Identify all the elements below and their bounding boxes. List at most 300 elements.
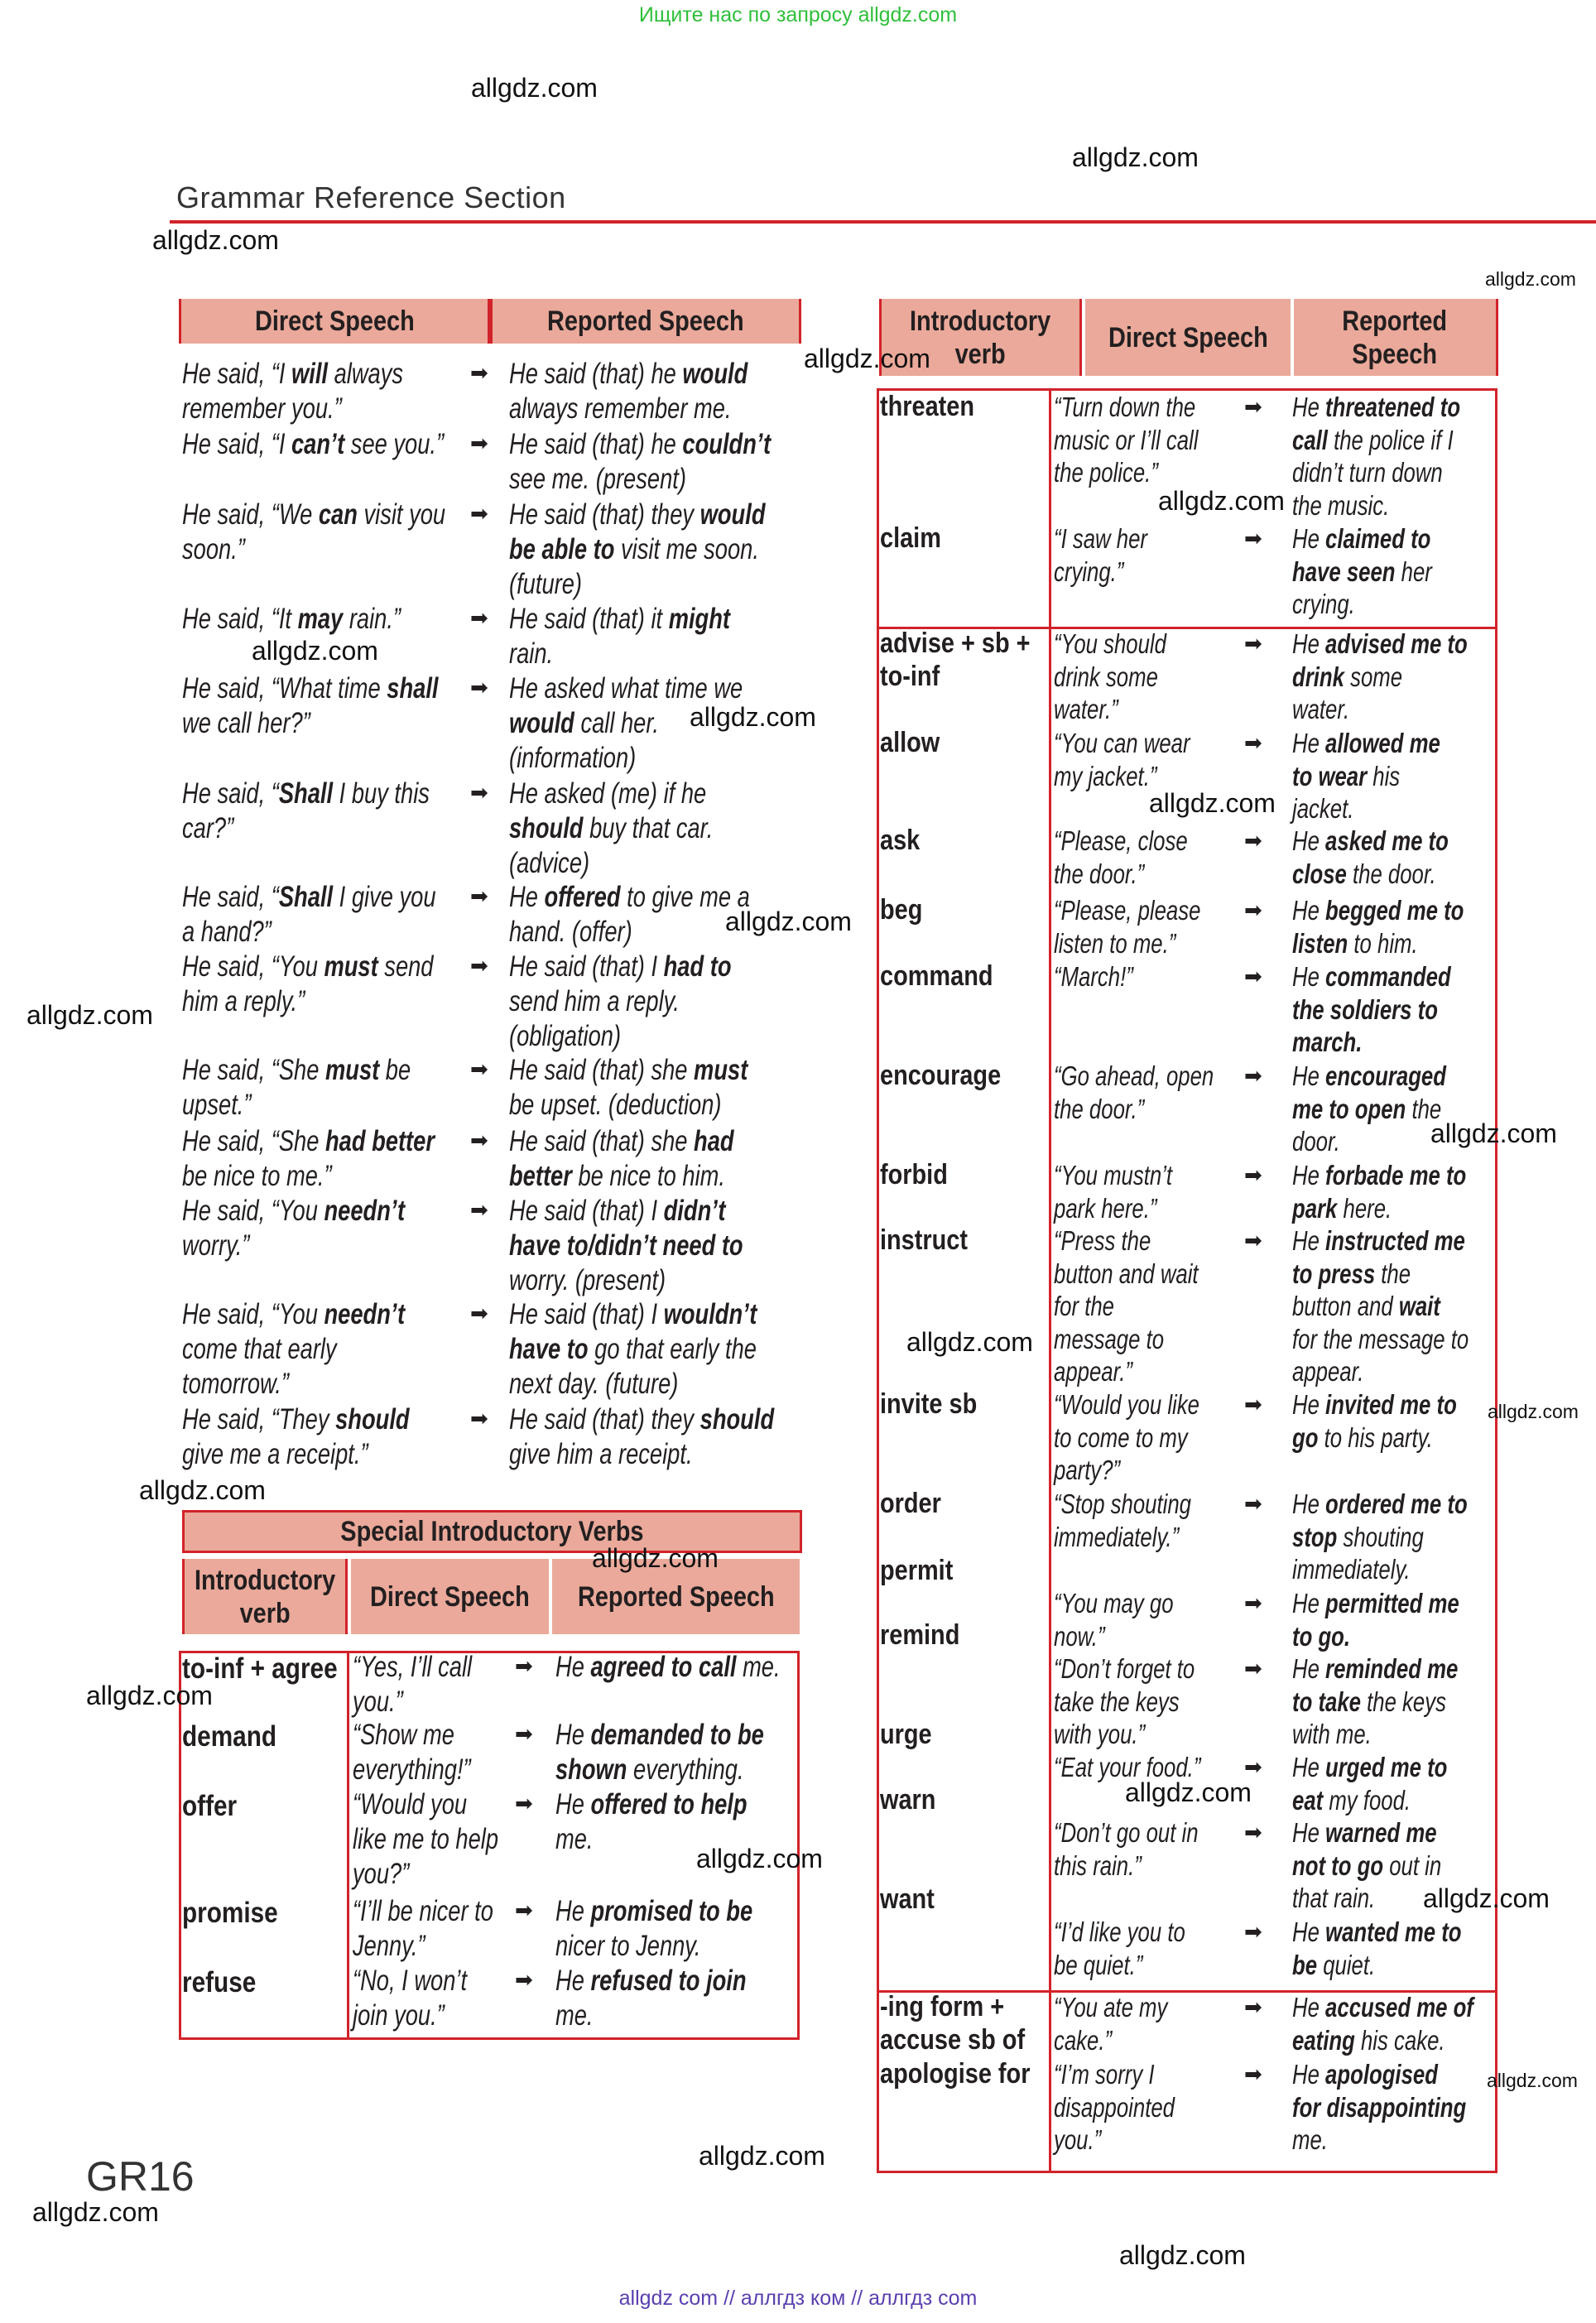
text-segment: “No, I won’t join you.” — [353, 1965, 468, 2032]
bold-phrase: agreed to call — [590, 1651, 737, 1683]
text-segment: “You mustn’t park here.” — [1054, 1160, 1173, 1224]
bold-phrase: threatened to call — [1292, 392, 1461, 455]
bold-phrase: shall — [387, 672, 439, 705]
text-segment: buy that car. (advice) — [509, 812, 714, 879]
introductory-verb: command — [880, 960, 993, 992]
watermark-text: allgdz.com — [1487, 2070, 1578, 2091]
text-segment: his cake. — [1354, 2024, 1445, 2056]
text-segment: worry. (present) — [509, 1264, 666, 1296]
bold-phrase: begged me to listen — [1292, 895, 1464, 959]
text-segment: He — [1292, 1752, 1326, 1782]
text-segment: the door. — [1346, 858, 1436, 889]
bold-phrase: should — [699, 1403, 775, 1436]
text-segment: He said (that) he — [509, 428, 683, 460]
text-segment: “I’d like you to be quiet.” — [1054, 1917, 1185, 1980]
watermark-text: allgdz.com — [690, 702, 816, 732]
bold-phrase: wait — [1398, 1291, 1440, 1321]
direct-speech-example — [182, 357, 403, 426]
bold-phrase: didn’t have to/didn’t need to — [509, 1195, 743, 1262]
direct-speech-example — [182, 1297, 405, 1402]
bold-phrase: had better — [324, 1125, 435, 1157]
direct-speech-example — [1054, 2058, 1175, 2157]
reported-speech-example — [509, 1297, 757, 1402]
text-segment: He said, “She — [182, 1125, 325, 1157]
text-segment: go that early the next day. (future) — [509, 1333, 757, 1400]
text-segment: “Please, please listen to me.” — [1054, 895, 1201, 959]
header-label: Reported Speech — [547, 305, 744, 337]
arrow-icon: ➡ — [1244, 1755, 1262, 1780]
text-segment: He — [1292, 1160, 1326, 1190]
bold-phrase: offered — [544, 881, 621, 913]
arrow-icon: ➡ — [470, 502, 488, 527]
text-segment: be upset.” — [182, 1054, 411, 1121]
text-segment: He — [509, 881, 545, 913]
bold-phrase: accused me of eating — [1292, 1992, 1473, 2056]
text-segment: He — [555, 1651, 591, 1683]
left-header-reported — [490, 299, 801, 344]
bold-phrase: had to — [663, 950, 732, 983]
bold-phrase: must — [324, 1054, 380, 1086]
text-segment: we call her?” — [182, 707, 310, 739]
text-segment: He said, “What time — [182, 672, 387, 705]
arrow-icon: ➡ — [1244, 1392, 1262, 1417]
text-segment: He — [1292, 1060, 1326, 1091]
bold-phrase: should — [335, 1403, 410, 1436]
watermark-text: allgdz.com — [1125, 1777, 1252, 1807]
text-segment: see me. (present) — [509, 463, 686, 495]
reported-speech-example — [1292, 960, 1451, 1059]
arrow-icon: ➡ — [470, 884, 488, 909]
text-segment: me. — [1292, 2124, 1328, 2155]
direct-speech-example — [1054, 1991, 1167, 2056]
watermark-text: allgdz.com — [696, 1844, 823, 1873]
introductory-verb: forbid — [880, 1159, 948, 1190]
text-segment: “You may go now.” — [1054, 1588, 1174, 1652]
text-segment: He — [1292, 1992, 1326, 2022]
text-segment: “Would you like to come to my party?” — [1054, 1389, 1199, 1485]
watermark-text: allgdz.com — [906, 1327, 1033, 1357]
direct-speech-example — [182, 880, 436, 950]
reported-speech-example — [509, 1194, 743, 1298]
arrow-icon: ➡ — [470, 1057, 488, 1082]
text-segment: his jacket. — [1292, 760, 1401, 824]
watermark-text: allgdz.com — [32, 2197, 159, 2227]
text-segment: the police if I didn’t turn down the music. — [1292, 424, 1454, 521]
watermark-text: allgdz.com — [699, 2141, 825, 2171]
arrow-icon: ➡ — [1244, 731, 1262, 756]
text-segment: give me a receipt.” — [182, 1438, 368, 1470]
text-segment: out in that rain. — [1292, 1849, 1442, 1913]
text-segment: give him a receipt. — [509, 1438, 693, 1470]
text-segment: He — [1292, 523, 1326, 554]
watermark-text: allgdz.com — [152, 225, 279, 255]
arrow-icon: ➡ — [1244, 1229, 1262, 1253]
direct-speech-example — [1054, 1388, 1199, 1487]
reported-speech-example — [509, 880, 750, 950]
arrow-icon: ➡ — [470, 954, 488, 979]
arrow-icon: ➡ — [1244, 1920, 1262, 1945]
text-segment: He — [1292, 895, 1326, 926]
reported-speech-example — [509, 357, 748, 426]
bold-phrase: urged me to eat — [1292, 1752, 1448, 1816]
text-segment: He — [1292, 961, 1326, 992]
text-segment: He said (that) I — [509, 1298, 664, 1330]
reported-speech-example — [1292, 1652, 1458, 1751]
text-segment: send him a reply.” — [182, 950, 434, 1017]
arrow-icon: ➡ — [1244, 964, 1262, 989]
arrow-icon: ➡ — [470, 1407, 488, 1431]
direct-speech-example — [182, 1402, 410, 1472]
text-segment: me. — [555, 1823, 594, 1855]
bold-phrase: claimed to have seen — [1292, 523, 1431, 587]
text-segment: here. — [1337, 1192, 1392, 1224]
reported-speech-example — [1292, 522, 1432, 621]
bold-phrase: needn’t — [324, 1195, 406, 1227]
arrow-icon: ➡ — [1244, 1995, 1262, 2020]
text-segment: “I’ll be nicer to Jenny.” — [353, 1895, 493, 1962]
watermark-text: allgdz.com — [725, 907, 852, 936]
bold-phrase: can — [318, 498, 358, 531]
bold-phrase: advised me to drink — [1292, 628, 1468, 692]
arrow-icon: ➡ — [515, 1968, 533, 1993]
direct-speech-example — [1054, 522, 1147, 588]
reported-speech-example — [1292, 2058, 1466, 2157]
text-segment: be nice to me.” — [182, 1160, 332, 1192]
introductory-verb: remind — [880, 1619, 960, 1651]
direct-speech-example — [1054, 727, 1190, 792]
text-segment: to his party. — [1318, 1421, 1433, 1453]
direct-speech-example — [1054, 960, 1133, 993]
direct-speech-example — [1054, 1488, 1191, 1553]
title-rule — [170, 220, 1596, 224]
special-header-verb — [182, 1559, 348, 1634]
reported-speech-example — [1292, 1751, 1447, 1816]
text-segment: “Press the button and wait for the message to appear.” — [1054, 1225, 1199, 1387]
introductory-verb: beg — [880, 894, 923, 926]
right-header-reported — [1294, 299, 1498, 376]
reported-speech-example — [1292, 825, 1449, 890]
bold-phrase: offered to help — [590, 1788, 748, 1820]
arrow-icon: ➡ — [1244, 395, 1262, 420]
text-segment: everything. — [627, 1753, 744, 1786]
reported-speech-example — [1292, 628, 1468, 726]
text-segment: He said, “You — [182, 950, 324, 983]
reported-speech-example — [509, 950, 732, 1054]
watermark-text: allgdz.com — [804, 344, 930, 373]
text-segment: “Don’t go out in this rain.” — [1054, 1817, 1199, 1881]
text-segment: He — [1292, 728, 1326, 758]
text-segment: “You ate my cake.” — [1054, 1992, 1168, 2056]
page-title: Grammar Reference Section — [176, 180, 566, 214]
text-segment: nicer to Jenny. — [555, 1930, 701, 1962]
header-label: Reported Speech — [1342, 305, 1448, 370]
reported-speech-example — [509, 427, 771, 497]
text-segment: He said, “They — [182, 1403, 336, 1436]
text-segment: He — [555, 1965, 591, 1997]
direct-speech-example — [182, 671, 439, 741]
header-label: Direct Speech — [370, 1580, 530, 1613]
arrow-icon: ➡ — [1244, 2062, 1262, 2087]
bold-phrase: apologised for disappointing — [1292, 2059, 1467, 2123]
watermark-text: allgdz.com — [1485, 268, 1576, 290]
bold-phrase: forbade me to park — [1292, 1160, 1467, 1224]
reported-speech-example — [1292, 727, 1440, 825]
bold-phrase: allowed me to wear — [1292, 728, 1440, 791]
introductory-verb: warn — [880, 1784, 936, 1816]
right-column-divider — [1049, 388, 1051, 2173]
reported-speech-example — [1292, 1587, 1459, 1652]
text-segment: always remember me. — [509, 392, 732, 425]
text-segment: shouting immediately. — [1292, 1521, 1424, 1585]
direct-speech-example — [1054, 1224, 1199, 1388]
text-segment: He — [555, 1719, 591, 1751]
direct-speech-example — [182, 498, 445, 567]
arrow-icon: ➡ — [1244, 527, 1262, 551]
reported-speech-example — [509, 602, 730, 671]
direct-speech-example — [182, 950, 433, 1019]
text-segment: “Don’t forget to take the keys with you.” — [1054, 1653, 1195, 1749]
header-label: Direct Speech — [1108, 321, 1268, 354]
arrow-icon: ➡ — [470, 781, 488, 806]
direct-speech-example — [182, 602, 401, 637]
text-segment: “Would you like me to help you?” — [353, 1788, 499, 1890]
bold-phrase: ordered me to stop — [1292, 1489, 1468, 1552]
text-segment: “Show me everything!” — [353, 1719, 471, 1786]
arrow-icon: ➡ — [1244, 1657, 1262, 1681]
text-segment: “Stop shouting immediately.” — [1054, 1489, 1191, 1552]
reported-speech-example — [1292, 1224, 1469, 1388]
bold-phrase: asked me to close — [1292, 825, 1449, 889]
watermark-text: allgdz.com — [26, 1000, 153, 1030]
watermark-text: allgdz.com — [471, 73, 598, 103]
watermark-text: allgdz.com — [1149, 788, 1276, 818]
text-segment: rain.” — [343, 603, 401, 635]
direct-speech-example — [1054, 1060, 1214, 1125]
arrow-icon: ➡ — [1244, 898, 1262, 923]
bold-phrase: demanded to be shown — [555, 1719, 764, 1786]
text-segment: call her. (information) — [509, 707, 660, 774]
text-segment: He — [1292, 1389, 1326, 1420]
reported-speech-example — [555, 1650, 781, 1685]
text-segment: He said, “We — [182, 498, 319, 531]
arrow-icon: ➡ — [1244, 1492, 1262, 1517]
text-segment: some water. — [1292, 661, 1403, 724]
bold-phrase: would — [682, 358, 748, 390]
text-segment: He said, “I — [182, 358, 292, 390]
text-segment: her crying. — [1292, 556, 1432, 619]
arrow-icon: ➡ — [515, 1898, 533, 1923]
special-title-label: Special Introductory Verbs — [340, 1516, 644, 1547]
text-segment: “Yes, I’ll call you.” — [353, 1651, 473, 1718]
text-segment: be nice to him. — [571, 1160, 725, 1192]
direct-speech-example — [1054, 825, 1188, 890]
introductory-verb: invite sb — [880, 1388, 978, 1420]
watermark-text: allgdz.com — [139, 1475, 266, 1505]
direct-speech-example — [353, 1650, 472, 1719]
bold-phrase: must — [324, 950, 378, 983]
reported-speech-example — [555, 1718, 764, 1787]
reported-speech-example — [1292, 894, 1464, 960]
left-header-direct — [179, 299, 490, 344]
text-segment: send him a reply. (obligation) — [509, 985, 680, 1052]
arrow-icon: ➡ — [470, 431, 488, 456]
text-segment: He said (that) they — [509, 1403, 700, 1436]
header-label: Direct Speech — [254, 305, 415, 337]
arrow-icon: ➡ — [470, 606, 488, 631]
bold-phrase: wanted me to be — [1292, 1917, 1462, 1980]
text-segment: “March!” — [1054, 961, 1133, 992]
direct-speech-example — [353, 1787, 498, 1892]
text-segment: He said (that) she — [509, 1054, 695, 1086]
arrow-icon: ➡ — [515, 1722, 533, 1747]
right-header-direct — [1085, 299, 1291, 376]
direct-speech-example — [353, 1964, 467, 2033]
watermark-text: allgdz.com — [252, 636, 378, 666]
introductory-verb: ask — [880, 825, 921, 856]
direct-speech-example — [1054, 1816, 1199, 1882]
text-segment: He — [1292, 392, 1326, 422]
introductory-verb: permit — [880, 1555, 954, 1586]
text-segment: come that early tomorrow.” — [182, 1333, 337, 1400]
text-segment: rain. — [509, 637, 554, 670]
text-segment: the keys with me. — [1292, 1686, 1446, 1749]
arrow-icon: ➡ — [1244, 1064, 1262, 1089]
watermark-text: allgdz.com — [1430, 1118, 1557, 1148]
footer-links[interactable]: allgdz com // аллгдз ком // аллгдз com — [618, 2287, 978, 2310]
text-segment: He said, “ — [182, 881, 279, 913]
bold-phrase: needn’t — [324, 1298, 406, 1330]
text-segment: He said (that) I — [509, 1195, 664, 1227]
introductory-verb: offer — [182, 1790, 238, 1822]
text-segment: He said (that) he — [509, 358, 683, 390]
text-segment: be upset. (deduction) — [509, 1089, 722, 1121]
reported-speech-example — [1292, 1159, 1466, 1224]
arrow-icon: ➡ — [1244, 1163, 1262, 1188]
direct-speech-example — [353, 1894, 493, 1964]
bold-phrase: permitted me to go. — [1292, 1588, 1459, 1652]
introductory-verb: instruct — [880, 1224, 968, 1256]
text-segment: for the message to appear. — [1292, 1323, 1469, 1387]
watermark-text: allgdz.com — [1072, 142, 1199, 172]
bold-phrase: may — [297, 603, 344, 635]
arrow-icon: ➡ — [515, 1654, 533, 1679]
bold-phrase: warned me not to go — [1292, 1817, 1437, 1881]
reported-speech-example — [509, 1402, 774, 1472]
text-segment: He said, “ — [182, 777, 279, 810]
text-segment: He said, “It — [182, 603, 298, 635]
watermark-text: allgdz.com — [592, 1543, 719, 1573]
text-segment: the door. — [1292, 1093, 1442, 1157]
arrow-icon: ➡ — [1244, 1820, 1262, 1845]
arrow-icon: ➡ — [1244, 632, 1262, 656]
watermark-text: allgdz.com — [86, 1681, 213, 1710]
reported-speech-example — [555, 1964, 747, 2033]
direct-speech-example — [182, 427, 444, 462]
reported-speech-example — [1292, 1916, 1462, 1981]
reported-speech-example — [509, 498, 766, 602]
text-segment: visit you soon.” — [182, 498, 446, 565]
text-segment: worry.” — [182, 1229, 250, 1262]
direct-speech-example — [1054, 1916, 1185, 1981]
introductory-verb: want — [880, 1883, 935, 1915]
direct-speech-example — [1054, 1587, 1174, 1652]
search-banner[interactable]: Ищите нас по запросу allgdz.com — [638, 3, 958, 26]
text-segment: He — [1292, 1917, 1326, 1947]
introductory-verb: threaten — [880, 391, 975, 422]
watermark-text: allgdz.com — [1158, 486, 1285, 516]
arrow-icon: ➡ — [1244, 1591, 1262, 1616]
direct-speech-example — [1054, 1652, 1195, 1751]
watermark-text: allgdz.com — [1423, 1883, 1550, 1913]
text-segment: He — [1292, 1588, 1326, 1618]
bold-phrase: couldn’t — [682, 428, 772, 460]
text-segment: visit me soon. (future) — [509, 533, 759, 600]
reported-speech-example — [1292, 1488, 1468, 1586]
reported-speech-example — [1292, 1388, 1457, 1454]
arrow-icon: ➡ — [470, 1301, 488, 1326]
introductory-verb: apologise for — [880, 2058, 1031, 2090]
direct-speech-example — [353, 1718, 471, 1787]
text-segment: He asked what time we — [509, 672, 743, 705]
text-segment: He — [1292, 628, 1326, 659]
bold-phrase: promised to be — [590, 1895, 753, 1927]
introductory-verb: promise — [182, 1897, 278, 1929]
introductory-verb: encourage — [880, 1060, 1002, 1091]
header-label: Reported Speech — [577, 1580, 775, 1613]
reported-speech-example — [1292, 391, 1460, 522]
text-segment: “Go ahead, open the door.” — [1054, 1060, 1214, 1124]
arrow-icon: ➡ — [470, 1128, 488, 1153]
bold-phrase: invited me to go — [1292, 1389, 1457, 1453]
bold-phrase: encouraged me to open — [1292, 1060, 1446, 1124]
text-segment: to him. — [1348, 927, 1418, 959]
direct-speech-example — [182, 1194, 405, 1263]
arrow-icon: ➡ — [470, 361, 488, 386]
text-segment: “Turn down the music or I’ll call the police.” — [1054, 392, 1199, 488]
reported-speech-example — [1292, 1991, 1473, 2056]
bold-phrase: would be able to — [509, 498, 766, 565]
text-segment: He said (that) she — [509, 1125, 695, 1157]
text-segment: see you.” — [344, 428, 445, 460]
text-segment: quiet. — [1317, 1949, 1376, 1980]
introductory-verb: -ing form + accuse sb of — [880, 1991, 1026, 2056]
text-segment: He — [1292, 1225, 1326, 1256]
text-segment: “You should drink some water.” — [1054, 628, 1166, 724]
text-segment: He said, “I — [182, 428, 292, 460]
text-segment: He said, “You — [182, 1298, 324, 1330]
watermark-text: allgdz.com — [1119, 2240, 1246, 2270]
text-segment: He — [555, 1788, 591, 1820]
text-segment: He — [1292, 1489, 1326, 1519]
direct-speech-example — [182, 777, 430, 846]
text-segment: “Eat your food.” — [1054, 1752, 1201, 1782]
page-code: GR16 — [86, 2153, 195, 2200]
bold-phrase: reminded me to take — [1292, 1653, 1459, 1717]
text-segment: He said, “You — [182, 1195, 324, 1227]
text-segment: “I’m sorry I disappointed you.” — [1054, 2059, 1175, 2155]
direct-speech-example — [1054, 391, 1198, 489]
bold-phrase: will — [291, 358, 328, 390]
bold-phrase: must — [694, 1054, 748, 1086]
reported-speech-example — [509, 777, 713, 881]
text-segment: I give you a hand?” — [182, 881, 436, 948]
direct-speech-example — [1054, 894, 1200, 960]
text-segment: He said, “She — [182, 1054, 325, 1086]
reported-speech-example — [509, 1053, 748, 1123]
text-segment: He — [1292, 1653, 1326, 1684]
introductory-verb: claim — [880, 522, 941, 554]
bold-phrase: refused to join — [590, 1965, 747, 1997]
